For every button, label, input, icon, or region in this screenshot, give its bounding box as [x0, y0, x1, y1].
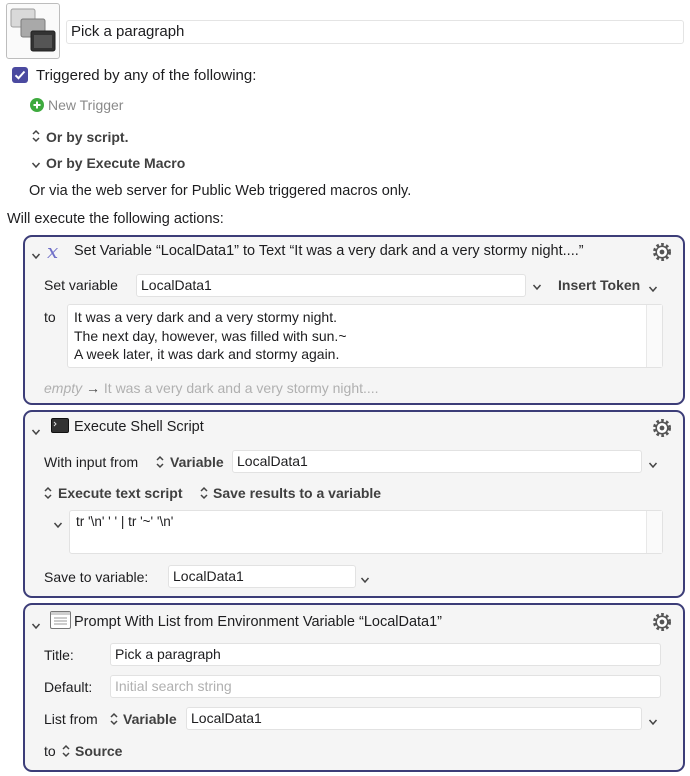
- collapse-chevron-icon[interactable]: [31, 248, 41, 264]
- or-by-script-toggle[interactable]: Or by script.: [46, 129, 129, 145]
- or-execute-chevron-icon[interactable]: [31, 157, 41, 173]
- or-by-execute-macro-toggle[interactable]: Or by Execute Macro: [46, 155, 186, 171]
- to-source-popup[interactable]: Source: [75, 743, 123, 759]
- to-label: to: [44, 309, 56, 325]
- set-variable-action[interactable]: [23, 235, 685, 405]
- variable-x-icon: x: [47, 239, 59, 263]
- list-type-popup[interactable]: Variable: [123, 711, 177, 727]
- default-label: Default:: [44, 679, 93, 695]
- set-variable-label: Set variable: [44, 277, 118, 293]
- input-type-updown-icon[interactable]: [155, 454, 165, 473]
- text-value-area[interactable]: [67, 304, 663, 368]
- insert-token-chevron-icon[interactable]: [648, 281, 658, 297]
- execute-mode-popup[interactable]: Execute text script: [58, 485, 183, 501]
- execute-mode-updown-icon[interactable]: [43, 485, 53, 504]
- input-variable-field[interactable]: LocalData1: [232, 450, 642, 473]
- macro-icon[interactable]: [6, 3, 60, 59]
- action-title: Prompt With List from Environment Variable “LocalData1”: [74, 614, 443, 630]
- input-type-popup[interactable]: Variable: [170, 454, 224, 470]
- variable-name-field[interactable]: LocalData1: [136, 274, 526, 297]
- text-line: It was a very dark and a very stormy night.: [74, 309, 337, 325]
- save-variable-dropdown-icon[interactable]: [360, 572, 370, 588]
- save-variable-field[interactable]: LocalData1: [168, 565, 356, 588]
- terminal-icon: [51, 418, 69, 433]
- actions-header: Will execute the following actions:: [7, 211, 224, 227]
- preview-line: [44, 380, 379, 396]
- collapse-chevron-icon[interactable]: [31, 424, 41, 440]
- list-from-label: List from: [44, 711, 98, 727]
- script-text: tr '\n' ' ' | tr '~' '\n': [76, 514, 174, 529]
- collapse-chevron-icon[interactable]: [31, 618, 41, 634]
- or-script-chevron-icon[interactable]: [31, 128, 43, 147]
- prompt-title-field[interactable]: Pick a paragraph: [110, 643, 661, 666]
- list-variable-field[interactable]: LocalData1: [186, 707, 642, 730]
- gear-icon[interactable]: [651, 241, 673, 263]
- text-line: A week later, it was dark and stormy again.: [74, 346, 340, 362]
- gear-icon[interactable]: [651, 417, 673, 439]
- input-from-label: With input from: [44, 454, 139, 470]
- input-variable-dropdown-icon[interactable]: [648, 457, 658, 473]
- save-mode-updown-icon[interactable]: [199, 485, 209, 504]
- prompt-list-action[interactable]: [23, 603, 685, 772]
- triggers-header: Triggered by any of the following:: [36, 67, 257, 84]
- default-search-field[interactable]: Initial search string: [110, 675, 661, 698]
- preview-text: It was a very dark and a very stormy night....: [103, 380, 379, 396]
- gear-icon[interactable]: [651, 611, 673, 633]
- web-server-text: Or via the web server for Public Web triggered macros only.: [29, 183, 412, 199]
- save-mode-popup[interactable]: Save results to a variable: [213, 485, 382, 501]
- macro-name-field[interactable]: Pick a paragraph: [66, 20, 684, 44]
- list-window-icon: [50, 611, 71, 629]
- script-text-area[interactable]: [69, 510, 663, 554]
- shell-script-action[interactable]: [23, 410, 685, 598]
- script-collapse-chevron-icon[interactable]: [53, 517, 63, 533]
- triggers-checkbox[interactable]: [12, 67, 28, 83]
- to-label: to: [44, 743, 56, 759]
- title-label: Title:: [44, 647, 74, 663]
- to-updown-icon[interactable]: [61, 743, 71, 762]
- scrollbar[interactable]: [646, 305, 662, 367]
- new-trigger-link[interactable]: New Trigger: [48, 97, 124, 113]
- list-variable-dropdown-icon[interactable]: [648, 714, 658, 730]
- text-line: The next day, however, was filled with sun.~: [74, 327, 347, 344]
- list-type-updown-icon[interactable]: [109, 711, 119, 730]
- preview-arrow: →: [86, 380, 101, 396]
- preview-empty: empty: [44, 380, 83, 396]
- action-title: Set Variable “LocalData1” to Text “It was a very dark and a very stormy night....”: [74, 243, 584, 259]
- add-trigger-icon[interactable]: [30, 98, 44, 112]
- variable-dropdown-icon[interactable]: [532, 279, 542, 295]
- insert-token-button[interactable]: Insert Token: [558, 277, 641, 293]
- action-title: Execute Shell Script: [74, 419, 204, 435]
- scrollbar[interactable]: [646, 511, 662, 553]
- save-to-variable-label: Save to variable:: [44, 569, 149, 585]
